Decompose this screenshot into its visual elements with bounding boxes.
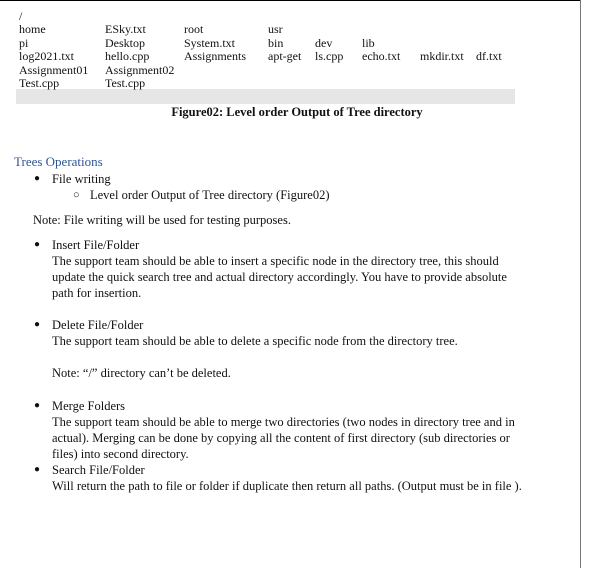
section-heading: Trees Operations <box>14 154 103 169</box>
note-root-delete: Note: “/” directory can’t be deleted. <box>52 366 231 380</box>
merge-body: The support team should be able to merge two directories (two nodes in directory tree and in actual). Merging can be done by copying all the content of first directory (sub directories or files) into second directory. <box>52 415 515 461</box>
tree-item: mkdir.txt <box>420 49 464 63</box>
bullet-icon: ● <box>34 239 41 250</box>
tree-item: Assignment02 <box>105 63 175 77</box>
tree-item: home <box>19 22 46 36</box>
delete-title: Delete File/Folder <box>52 318 144 332</box>
figure-caption: Figure02: Level order Output of Tree directory <box>171 105 423 119</box>
file-writing-subitem: Level order Output of Tree directory (Figure02) <box>90 188 330 202</box>
tree-item: root <box>184 22 204 36</box>
tree-item: Assignments <box>184 49 247 63</box>
insert-title: Insert File/Folder <box>52 238 140 252</box>
merge-title: Merge Folders <box>52 399 126 413</box>
tree-item: df.txt <box>476 49 502 63</box>
tree-item: Assignment01 <box>19 63 89 77</box>
search-title: Search File/Folder <box>52 463 145 477</box>
tree-item: System.txt <box>184 36 236 50</box>
tree-item: log2021.txt <box>19 49 75 63</box>
page-top-border <box>0 0 580 1</box>
tree-item: bin <box>268 36 284 50</box>
search-body: Will return the path to file or folder if duplicate then return all paths. (Output must be in file ). <box>52 479 522 493</box>
tree-item: echo.txt <box>362 49 401 63</box>
tree-item: apt-get <box>268 49 302 63</box>
tree-item: ESky.txt <box>105 22 146 36</box>
tree-root: / <box>19 9 23 23</box>
tree-item: Test.cpp <box>19 76 60 90</box>
file-writing-label: File writing <box>52 172 111 186</box>
tree-item: usr <box>268 22 283 36</box>
tree-item: ls.cpp <box>315 49 344 63</box>
tree-item: pi <box>19 36 29 50</box>
page-right-border <box>580 0 581 568</box>
bullet-icon: ● <box>34 464 41 475</box>
bullet-icon: ● <box>34 400 41 411</box>
hollow-bullet-icon: ○ <box>73 189 80 201</box>
delete-body: The support team should be able to delete a specific node from the directory tree. <box>52 334 458 348</box>
bullet-icon: ● <box>34 173 41 184</box>
note-file-writing: Note: File writing will be used for testing purposes. <box>33 213 291 227</box>
tree-item: Desktop <box>105 36 145 50</box>
tree-item: hello.cpp <box>105 49 150 63</box>
tree-item: dev <box>315 36 333 50</box>
tree-item: lib <box>362 36 375 50</box>
tree-output-shade <box>16 89 515 104</box>
tree-item: Test.cpp <box>105 76 146 90</box>
bullet-icon: ● <box>34 319 41 330</box>
insert-body: The support team should be able to insert a specific node in the directory tree, this should update the quick search tree and actual directory accordingly. You have to provide absolute path for insertion. <box>52 254 507 300</box>
